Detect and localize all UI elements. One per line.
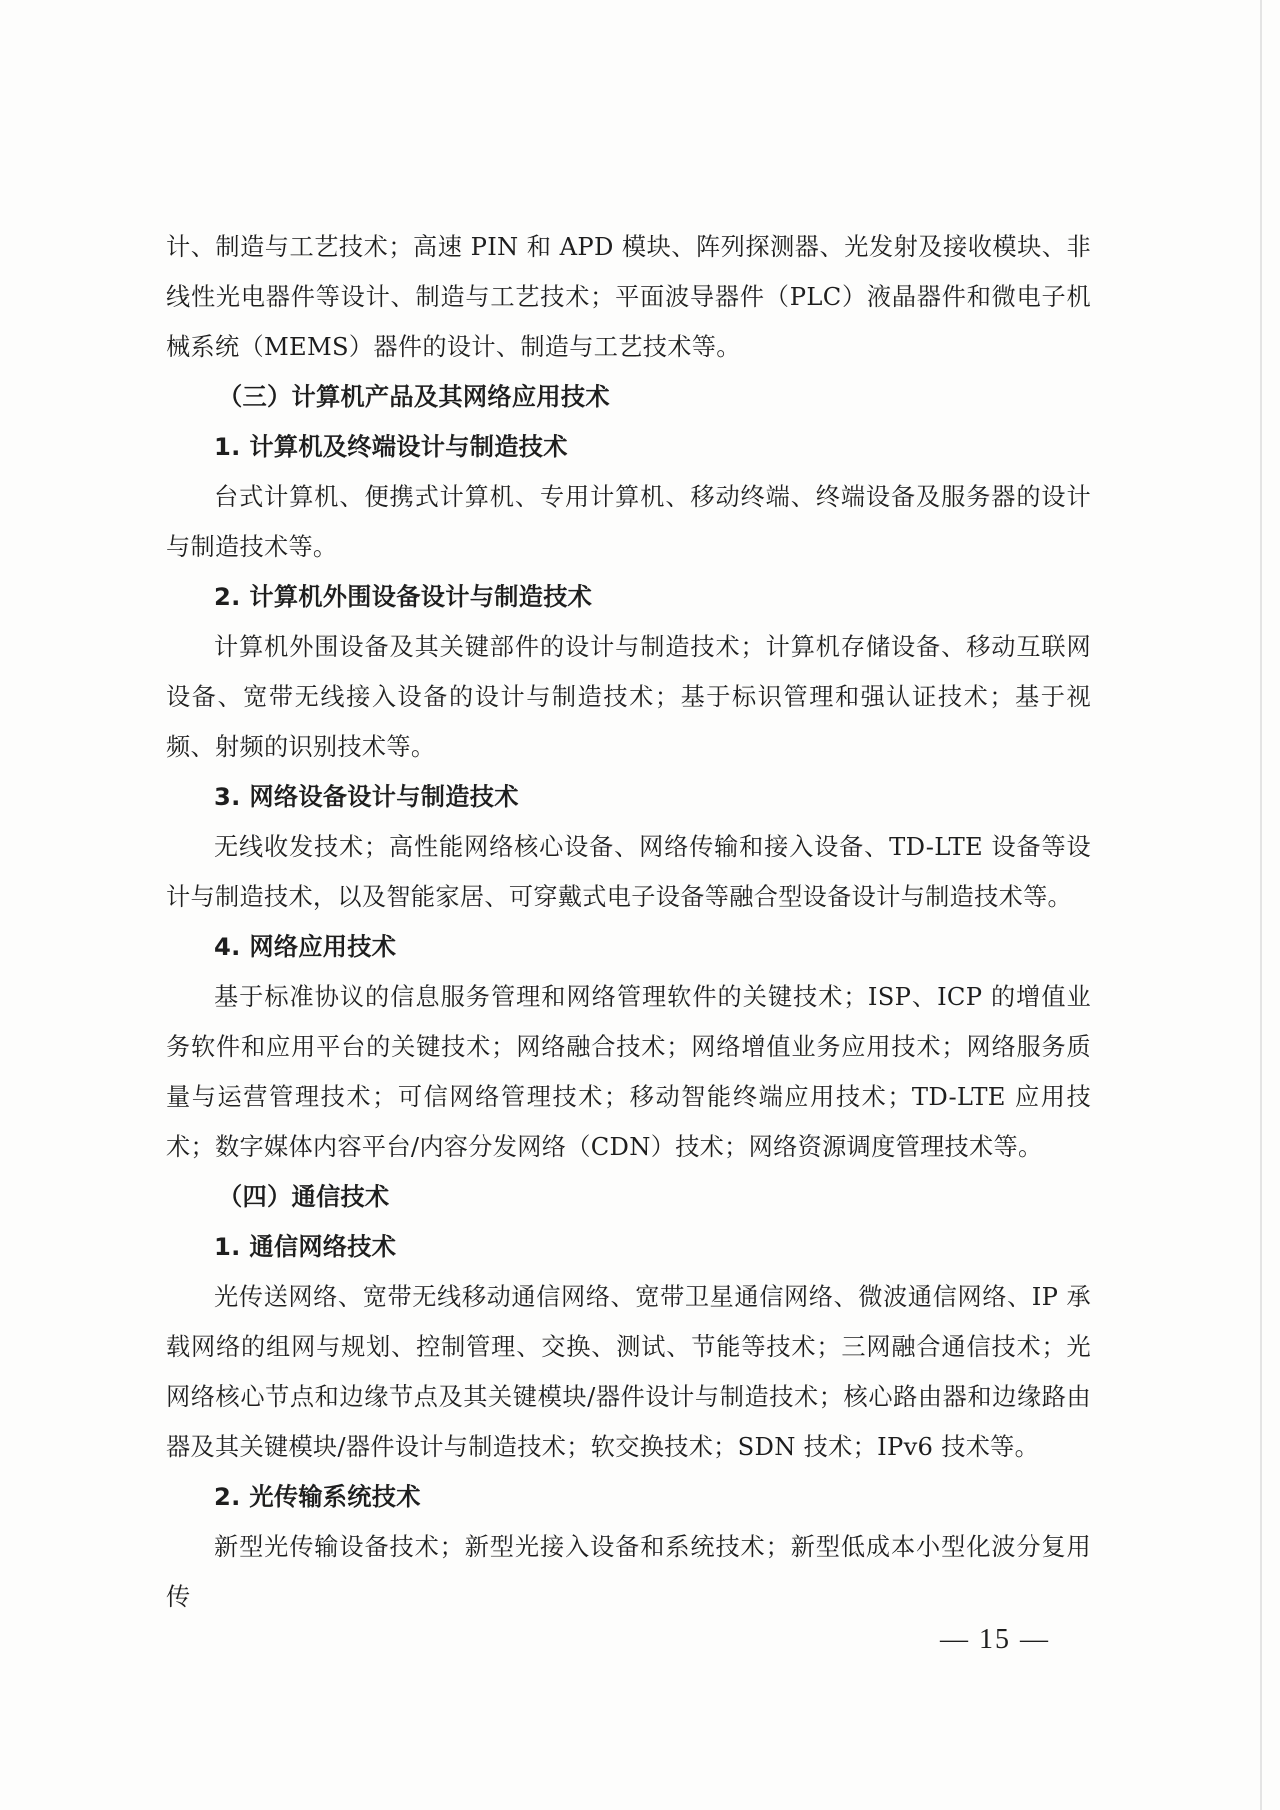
section-heading-communication: （四）通信技术: [218, 1183, 390, 1211]
paragraph-computer-terminal: 台式计算机、便携式计算机、专用计算机、移动终端、终端设备及服务器的设计与制造技术等。: [166, 483, 1091, 561]
paragraph-peripheral-devices: 计算机外围设备及其关键部件的设计与制造技术；计算机存储设备、移动互联网设备、宽带无线接入设备的设计与制造技术；基于标识管理和强认证技术；基于视频、射频的识别技术等。: [166, 633, 1091, 761]
page-edge-shadow: [1260, 0, 1262, 1810]
paragraph-optical-transmission: 新型光传输设备技术；新型光接入设备和系统技术；新型低成本小型化波分复用传: [166, 1533, 1091, 1611]
paragraph-communication-network: 光传送网络、宽带无线移动通信网络、宽带卫星通信网络、微波通信网络、IP 承载网络的组网与规划、控制管理、交换、测试、节能等技术；三网融合通信技术；光网络核心节点和边缘节点及其关键模块/器件设计与制造技术；核心路由器和边缘路由器及其关键模块/器件设计与制造技术；软交换技术；SDN 技术；IPv6 技术等。: [166, 1283, 1091, 1461]
subheading-network-equipment: 3. 网络设备设计与制造技术: [214, 783, 519, 811]
page-number: — 15 —: [940, 1624, 1050, 1655]
paragraph-optoelectronics-continued: 计、制造与工艺技术；高速 PIN 和 APD 模块、阵列探测器、光发射及接收模块、非线性光电器件等设计、制造与工艺技术；平面波导器件（PLC）液晶器件和微电子机械系统（MEMS）器件的设计、制造与工艺技术等。: [166, 233, 1091, 361]
subheading-network-applications: 4. 网络应用技术: [214, 933, 397, 961]
subheading-peripheral-devices: 2. 计算机外围设备设计与制造技术: [214, 583, 593, 611]
document-body: [166, 222, 1091, 1622]
section-heading-computer-products: （三）计算机产品及其网络应用技术: [218, 383, 610, 411]
paragraph-network-equipment: 无线收发技术；高性能网络核心设备、网络传输和接入设备、TD-LTE 设备等设计与制造技术，以及智能家居、可穿戴式电子设备等融合型设备设计与制造技术等。: [166, 833, 1091, 911]
subheading-optical-transmission: 2. 光传输系统技术: [214, 1483, 421, 1511]
paragraph-network-applications: 基于标准协议的信息服务管理和网络管理软件的关键技术；ISP、ICP 的增值业务软件和应用平台的关键技术；网络融合技术；网络增值业务应用技术；网络服务质量与运营管理技术；可信网络管理技术；移动智能终端应用技术；TD-LTE 应用技术；数字媒体内容平台/内容分发网络（CDN）技术；网络资源调度管理技术等。: [166, 983, 1091, 1161]
subheading-communication-network: 1. 通信网络技术: [214, 1233, 397, 1261]
subheading-computer-terminal: 1. 计算机及终端设计与制造技术: [214, 433, 568, 461]
